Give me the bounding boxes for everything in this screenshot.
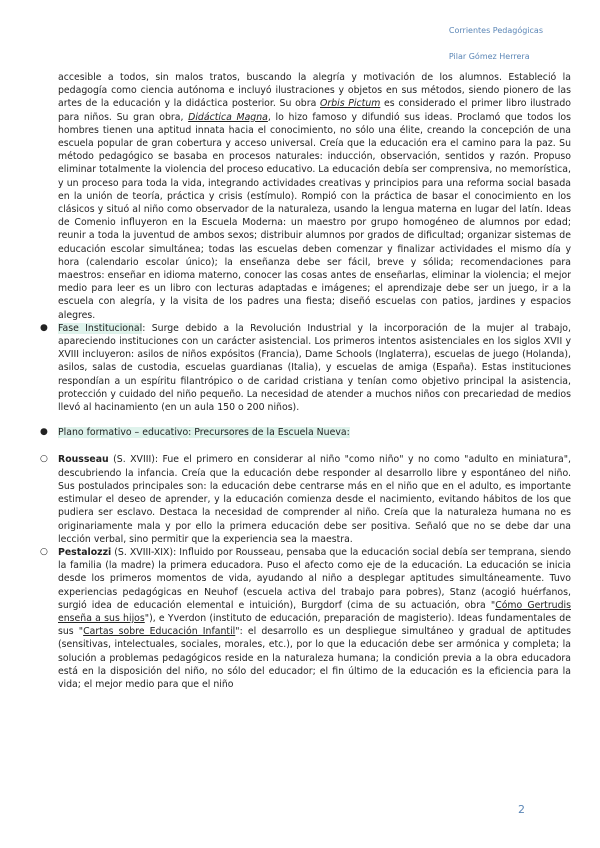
pestalozzi-text-2: "), e Yverdon (instituto de educación, preparación de magisterio). Ideas fundamentales de sus " (58, 612, 571, 638)
pestalozzi-text-3: ": el desarrollo es un despliegue simultáneo y gradual de aptitudes (sensitivas, intelectuales, sociales, morales, etc.), por lo que la educación debe ser armónica y completa; la solución a problemas pedagógicos reside en la naturaleza humana; la condición previa a la obra educadora está en la disposición del niño, no sólo del educador; el fin último de la educación es la eficiencia para la vida; el mejor medio para que el niño (58, 626, 571, 690)
bullet-icon: ● (40, 427, 48, 438)
fase-text: : Surge debido a la Revolución Industrial y la incorporación de la mujer al trabajo, apareciendo instituciones con un carácter asistencial. Los primeros intentos asistenciales en los siglos XVII y XVIII incluyeron: asilos de niños expósitos (Francia), Dame Schools (Inglaterra), escuelas de juego (Holanda), asilos, salas de custodia, escuelas guardianas (Italia), y escuelas de amiga (España). Estas instituciones respondían a un espíritu filantrópico o de caridad cristiana y tenían como objetivo principal la asistencia, protección y cuidado del niño pequeño. La necesidad de atender a muchos niños con precariedad de medios llevó al hacinamiento (en un aula 150 o 200 niños). (58, 322, 571, 414)
didactica-magna-title: Didáctica Magna (188, 111, 268, 123)
gertrudis-title: Cómo Gertrudis enseña a sus hijos (58, 599, 571, 624)
list-item-plano (40, 426, 571, 439)
circle-bullet-icon: ○ (40, 546, 48, 557)
intro-text-1: accesible a todos, sin malos tratos, buscando la alegría y motivación de los alumnos. Estableció la pedagogía como ciencia autónoma e incluyó ilustraciones y objetos en sus métodos, siendo pionero de las artes de la educación y la didáctica posterior. Su obra (58, 72, 571, 110)
document-body (40, 71, 571, 691)
orbis-pictum-title: Orbis Pictum (320, 98, 381, 110)
pestalozzi-name: Pestalozzi (58, 546, 112, 558)
cartas-title: Cartas sobre Educación Infantil (83, 626, 236, 638)
header-title: Corrientes Pedagógicas (448, 26, 543, 35)
page-number: 2 (518, 803, 525, 816)
intro-text-3: , lo hizo famoso y difundió sus ideas. Proclamó que todos los hombres tienen una aptitud innata hacia el conocimiento, no sólo una élite, creando la concepción de una escuela popular de gran cobertura y acceso universal. Creía que la educación era el camino para la paz. Su método pedagógico se basaba en procesos naturales: inducción, observación, sentidos y razón. Propuso eliminar totalmente la violencia del proceso educativo. La educación debía ser comprensiva, no memorística, y un proceso para toda la vida, integrando actividades creativas y principios para una reforma social basada en la unión de teoría, práctica y crisis (estímulo). Rompió con la práctica de basar el conocimiento en los clásicos y situó al niño como observador de la naturaleza, usando la lengua materna en lugar del latín. Ideas de Comenio influyeron en la Escuela Moderna: un maestro por grupo homogéneo de alumnos por edad; reunir a toda la juventud de ambos sexos; distribuir alumnos por grados de dificultad; organizar sistemas de educación escolar simultánea; todas las escuelas deben comenzar y finalizar actividades el mismo día y hora (calendario escolar único); la enseñanza debe ser fácil, breve y sólida; recomendaciones para maestros: enseñar en idioma materno, conocer las cosas antes de enseñarlas, eliminar la violencia; el mejor medio para leer es un libro con lecturas adaptadas e imágenes; el aprendizaje debe ser un juego, ir a la escuela con alegría, y la visita de los padres una fiesta; diseñó escuelas con patios, jardines y espacios alegres. (58, 111, 571, 321)
header-author: Pilar Gómez Herrera (448, 52, 530, 61)
intro-text-2: es considerado el primer libro ilustrado para niños. Su gran obra, (58, 98, 571, 123)
pestalozzi-text-1: (S. XVIII-XIX): Influido por Rousseau, pensaba que la educación social debía ser temprana, siendo la familia (la madre) la primera educadora. Puso el afecto como eje de la educación. La educación se inicia desde los primeros momentos de vida, ayudando al niño a desplegar aptitudes simultáneamente. Tuvo experiencias pedagógicas en Neuhof (escuela activa del trabajo para pobres), Stanz (acogió huérfanos, surgió idea de educación elemental e intuición), Burgdorf (cima de su actuación, obra " (58, 546, 571, 611)
list-item-pestalozzi (40, 546, 571, 691)
rousseau-text: (S. XVIII): Fue el primero en considerar al niño "como niño" y no como "adulto en miniatura", descubriendo la infancia. Creía que la educación debe responder al desarrollo libre y espontáneo del niño. Sus postulados principales son: la educación debe centrarse más en el niño que en el adulto, es importante estimular el deseo de aprender, y la educación comienza desde el nacimiento, evitando hábitos de los que pudiera ser esclavo. Destaca la necesidad de comprender al niño. Creía que la naturaleza humana no es originariamente mala y por ello la primera educación debe ser positiva. Señaló que no se debe dar una lección verbal, sino permitir que la experiencia sea la maestra. (58, 454, 571, 545)
list-item-rousseau (40, 453, 571, 545)
intro-paragraph (58, 71, 571, 322)
fase-label: Fase Institucional (58, 322, 143, 334)
bullet-icon: ● (40, 322, 48, 333)
rousseau-name: Rousseau (58, 454, 109, 466)
plano-heading: Plano formativo – educativo: Precursores de la Escuela Nueva: (58, 427, 350, 439)
list-item-fase (40, 322, 571, 414)
circle-bullet-icon: ○ (40, 454, 48, 465)
